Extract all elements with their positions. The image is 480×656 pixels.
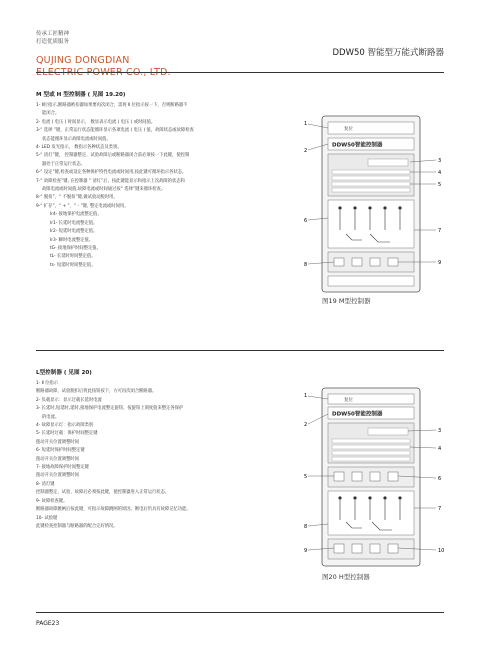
text-line: 8-“ 脱扣”、“ 不脱扣”键,做试验动脱时用。 bbox=[36, 195, 118, 201]
text-line: 7- 接地故障保护时间整定键 bbox=[36, 465, 89, 471]
header-divider bbox=[36, 72, 444, 73]
fig20-callout: 1 bbox=[304, 393, 308, 399]
text-line: 6-“ 设定”键,检查或设定各种保护特性电流或时间用,按此键可循环指示各状态。 bbox=[36, 170, 187, 176]
slogan-line-2: 打造优质服务 bbox=[36, 39, 70, 45]
text-line: 7-“ 故障检查”键, 在控制器 “ 清灯”后，按此键能显示和指示上次故障的状态和 bbox=[36, 178, 185, 184]
text-line: tG- 接地保护时间整定值。 bbox=[50, 245, 101, 251]
fig20-callout: 8 bbox=[304, 524, 308, 530]
figure-19-caption: 图19 M型控制器 bbox=[322, 297, 371, 305]
text-line: 1- Ⅱ位指示,断路器被扣器如果要再次闭合，需将 Ⅱ 位指示按一下，否则断路器不 bbox=[36, 103, 188, 108]
fig19-callout: 8 bbox=[304, 262, 308, 268]
fig19-callout: 5 bbox=[438, 182, 442, 188]
section-l-title: L型控制器 ( 见图 20) bbox=[36, 370, 92, 376]
fig20-callout: 9 bbox=[304, 548, 308, 554]
text-line: 4- LED 发光指示， 数指示各种状态及类别。 bbox=[36, 145, 122, 151]
fig20-callout: 3 bbox=[438, 428, 442, 434]
text-line: 1- Ⅱ 位指示 bbox=[36, 381, 59, 386]
text-line: 断路器故障跳闸后按此键，可指示故障跳闸的原因。断电后仍具有故障记忆功能。 bbox=[36, 507, 191, 513]
text-line: tL- 长延时时间整定值。 bbox=[50, 254, 96, 260]
slogan bbox=[36, 30, 69, 46]
text-line: 9- 故障检查键。 bbox=[36, 498, 68, 504]
company-line-1: QUJING DONGDIAN bbox=[36, 55, 130, 66]
fig19-callout: 6 bbox=[304, 218, 308, 224]
fig19-brand: 复位 bbox=[344, 127, 353, 132]
text-line: 器处于正常运行状态。 bbox=[42, 161, 85, 167]
footer-divider bbox=[36, 612, 444, 613]
text-line: 3- 长延时,短延时,延时,接地保护电流整定旋钮，按旋钮上刻度值来整定各保护 bbox=[36, 406, 184, 412]
text-line: 10- 试验键 bbox=[36, 515, 58, 521]
text-line: 状态能循环显示故障电流或时间值。 bbox=[42, 136, 111, 142]
fig20-callout: 10 bbox=[438, 548, 445, 554]
page-number: PAGE23 bbox=[36, 620, 60, 627]
text-line: 3-“ 选择 ”键，正常运行状态能循环显示各项电流 ( 电压 ) 值，故障状态或故障检查 bbox=[36, 128, 194, 134]
text-line: 此键检查控制器与断路器的配合完好情况。 bbox=[36, 523, 118, 529]
fig19-callout: 4 bbox=[438, 170, 442, 176]
fig19-callout: 1 bbox=[304, 121, 308, 127]
text-line: 6- 短延时保护时间整定键 bbox=[36, 448, 85, 454]
text-line: 5-“ 清灯”键， 控制器整定、试验故障后或断路器闭合前必须按一下此键，使控制 bbox=[36, 153, 190, 159]
text-line: 2- 电流 ( 电压 ) 时间显示， 数显表示电流 ( 电压 ) 或时间值。 bbox=[36, 119, 156, 125]
fig20-panel-title: DDW50智能控制器 bbox=[332, 411, 383, 418]
fig19-callout: 3 bbox=[438, 158, 442, 164]
fig19-callout: 9 bbox=[438, 260, 442, 266]
text-line: 拨动开关位置调整时间 bbox=[36, 439, 79, 445]
text-line: 拨动开关位置调整时间 bbox=[36, 456, 79, 462]
fig19-callout: 7 bbox=[438, 228, 442, 234]
text-line: Ir3- 瞬时电流整定值。 bbox=[50, 237, 94, 243]
section-m-title: M 型或 H 型控制器 ( 见图 19.20) bbox=[36, 92, 126, 98]
figure-20-caption: 图20 H型控制器 bbox=[322, 573, 370, 581]
fig19-panel-title: DDW50智能控制器 bbox=[332, 142, 383, 149]
company-name bbox=[36, 55, 171, 79]
company-line-2 bbox=[36, 67, 171, 79]
fig20-callout: 2 bbox=[304, 422, 308, 428]
figure-19-controller bbox=[300, 110, 450, 296]
product-title: DDW50 智能型万能式断路器 bbox=[332, 48, 444, 58]
slogan-line-1: 传承工匠精神 bbox=[36, 31, 70, 37]
section-divider bbox=[36, 350, 444, 351]
text-line: 拨动开关位置调整时间 bbox=[36, 473, 79, 479]
fig20-callout: 7 bbox=[438, 506, 442, 512]
text-line: 的电流。 bbox=[42, 414, 60, 420]
text-line: 故障电流或时间值,故障电流或时间通过按“ 选择”键来循环检查。 bbox=[42, 187, 166, 193]
section-l-text bbox=[36, 380, 298, 531]
text-line: 断路器故障、试验脱扣后将此按钮按下，方可再次闭合断路器。 bbox=[36, 389, 157, 395]
fig20-callout: 6 bbox=[438, 476, 442, 482]
figure-20-controller bbox=[300, 384, 450, 570]
text-line: 4- 故障显示灯：指示故障类别 bbox=[36, 423, 94, 429]
fig20-callout: 4 bbox=[438, 446, 442, 452]
text-line: Ir4- 接地保护电流整定值。 bbox=[50, 212, 102, 218]
text-line: ts- 短延时时间整定值。 bbox=[50, 262, 96, 268]
fig20-callout: 5 bbox=[304, 474, 308, 480]
section-m-text bbox=[36, 102, 286, 270]
text-line: 能闭合。 bbox=[42, 111, 60, 117]
text-line: 5- 长延时过载：保护时间整定键 bbox=[36, 431, 98, 437]
text-line: 2- 负载显示：显示过载长延时电流 bbox=[36, 397, 102, 403]
text-line: Ir2- 短延时电流整定值。 bbox=[50, 229, 98, 235]
text-line: Ir1- 长延时电流整定值。 bbox=[50, 220, 98, 226]
text-line: 8- 清灯键 bbox=[36, 481, 55, 487]
fig19-callout: 2 bbox=[304, 148, 308, 154]
text-line: 9-“ 扩存”，“ + ”、“ - ”键, 整定电流或时间用。 bbox=[36, 203, 129, 209]
fig20-brand: 复位 bbox=[344, 398, 353, 403]
text-line: 控制器整定、试验、故障后必须按此键，使控制器进入正常运行状态。 bbox=[36, 490, 170, 496]
